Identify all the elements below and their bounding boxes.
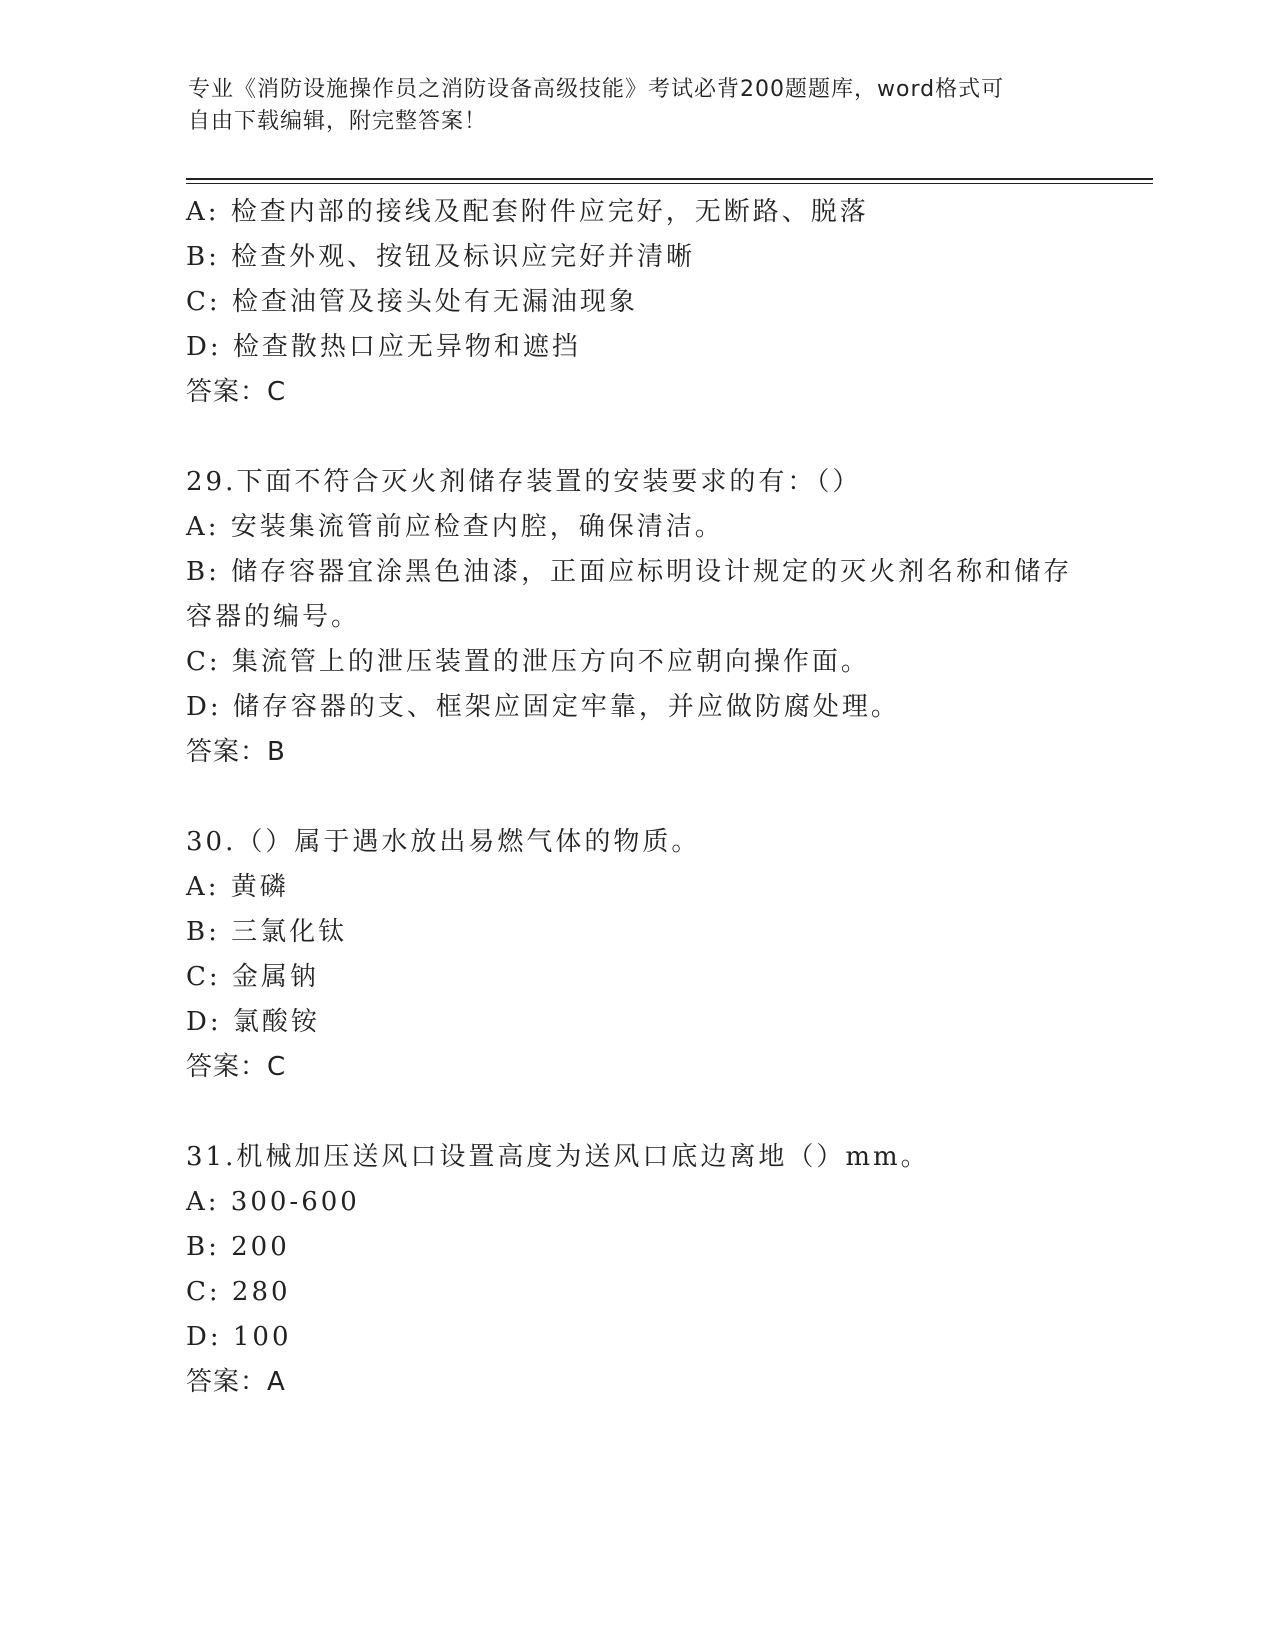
header-divider-thick [186,178,1153,180]
header-line-1: 专业《消防设施操作员之消防设备高级技能》考试必背200题题库，word格式可 [188,77,1005,102]
option-b-line-2: 容器的编号。 [186,602,361,632]
option-c: C: 280 [186,1277,291,1307]
option-c: C: 集流管上的泄压装置的泄压方向不应朝向操作面。 [186,647,870,677]
question-block-31 [186,1135,1086,1405]
option-d: D: 检查散热口应无异物和遮挡 [186,332,581,362]
question-block-28 [186,190,1086,415]
option-b: B: 检查外观、按钮及标识应完好并清晰 [186,242,696,272]
option-a: A: 300-600 [186,1187,360,1217]
answer: 答案：C [186,1052,287,1082]
option-c: C: 检查油管及接头处有无漏油现象 [186,287,638,317]
question-text: 30.（）属于遇水放出易燃气体的物质。 [186,827,701,857]
header-divider-thin [186,183,1153,184]
answer: 答案：A [186,1367,286,1397]
option-a: A: 黄磷 [186,872,289,902]
spacer [186,415,1086,460]
option-d: D: 100 [186,1322,292,1352]
question-text: 29.下面不符合灭火剂储存装置的安装要求的有：（） [186,467,862,497]
document-header [188,74,1088,138]
option-a: A: 检查内部的接线及配套附件应完好，无断路、脱落 [186,197,869,227]
option-d: D: 氯酸铵 [186,1007,320,1037]
option-b-line-1: B: 储存容器宜涂黑色油漆，正面应标明设计规定的灭火剂名称和储存 [186,557,1073,587]
header-line-2: 自由下载编辑，附完整答案！ [188,109,488,134]
answer: 答案：C [186,377,287,407]
option-d: D: 储存容器的支、框架应固定牢靠，并应做防腐处理。 [186,692,900,722]
spacer [186,1090,1086,1135]
option-b: B: 三氯化钛 [186,917,348,947]
question-block-29 [186,460,1086,775]
option-c: C: 金属钠 [186,962,319,992]
answer: 答案：B [186,737,286,767]
spacer [186,775,1086,820]
option-b: B: 200 [186,1232,290,1262]
option-a: A: 安装集流管前应检查内腔，确保清洁。 [186,512,724,542]
question-text: 31.机械加压送风口设置高度为送风口底边离地（）mm。 [186,1142,930,1172]
question-block-30 [186,820,1086,1090]
question-list [186,190,1086,1405]
